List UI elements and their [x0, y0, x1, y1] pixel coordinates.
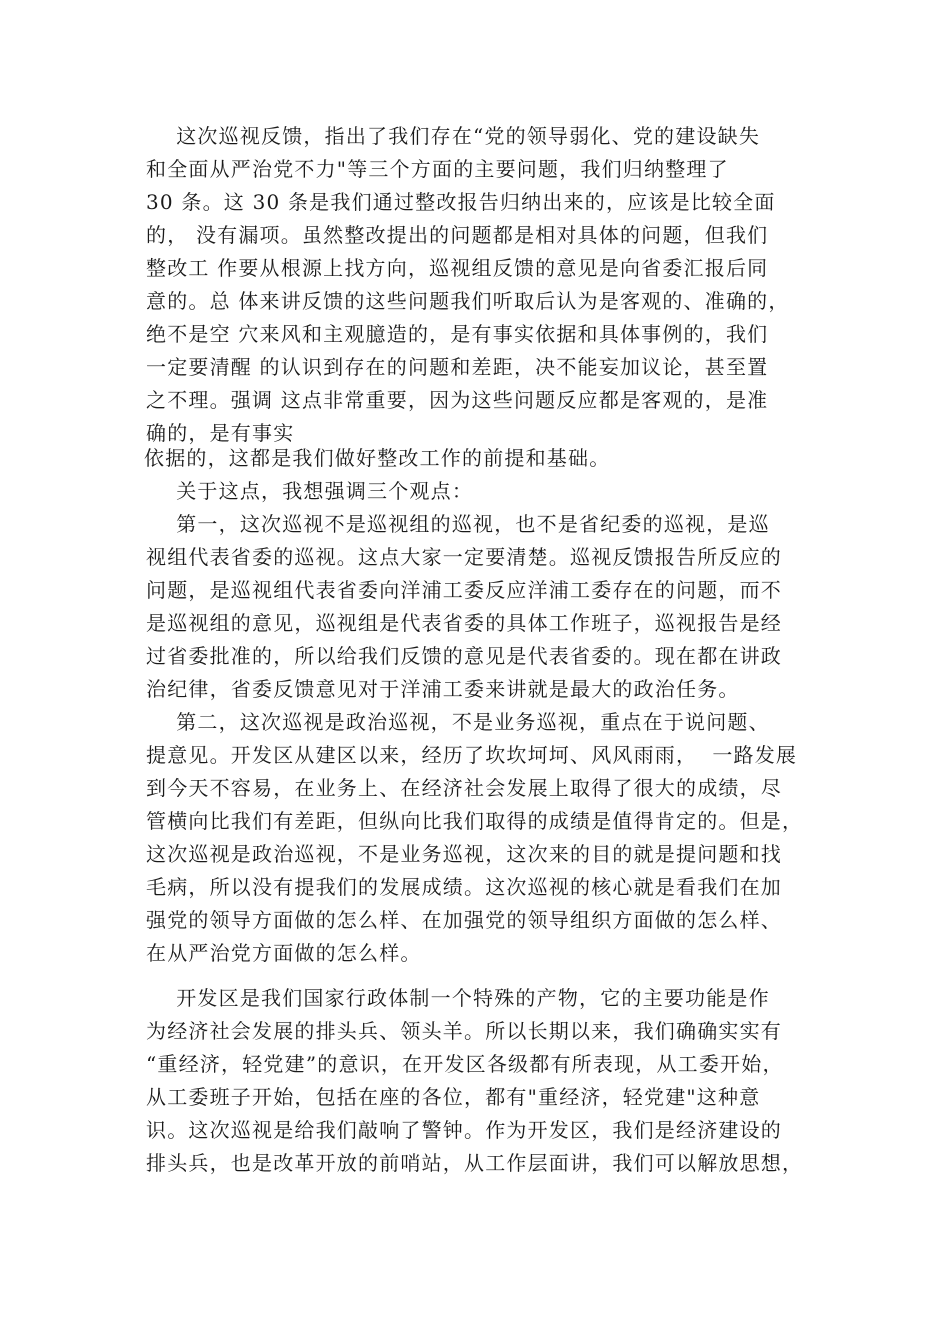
text-line: 到今天不容易，在业务上、在经济社会发展上取得了很大的成绩，尽: [146, 776, 782, 800]
text-line: 第二，这次巡视是政治巡视，不是业务巡视，重点在于说问题、: [146, 710, 770, 734]
text-line: 强党的领导方面做的怎么样、在加强党的领导组织方面做的怎么样、: [146, 908, 782, 932]
text-line: 绝不是空 穴来风和主观臆造的，是有事实依据和具体事例的，我们: [146, 322, 769, 346]
text-line: 排头兵，也是改革开放的前哨站，从工作层面讲，我们可以解放思想，: [146, 1151, 804, 1175]
text-line: 这次巡视是政治巡视，不是业务巡视，这次来的目的就是提问题和找: [146, 842, 782, 866]
text-line: 为经济社会发展的排头兵、领头羊。所以长期以来，我们确确实实有: [146, 1019, 782, 1043]
text-line: 问题，是巡视组代表省委向洋浦工委反应洋浦工委存在的问题，而不: [146, 578, 782, 602]
text-line: 在从严治党方面做的怎么样。: [146, 941, 422, 965]
text-line: 和全面从严治党不力"等三个方面的主要问题，我们归纳整理了: [146, 157, 729, 181]
text-line: 整改工 作要从根源上找方向，巡视组反馈的意见是向省委汇报后同: [146, 256, 769, 280]
text-line: 识。这次巡视是给我们敲响了警钟。作为开发区，我们是经济建设的: [146, 1118, 782, 1142]
text-line: 依据的，这都是我们做好整改工作的前提和基础。: [144, 446, 611, 470]
text-line: 毛病，所以没有提我们的发展成绩。这次巡视的核心就是看我们在加: [146, 875, 782, 899]
text-line: 确的，是有事实: [146, 421, 295, 445]
text-line: 治纪律，省委反馈意见对于洋浦工委来讲就是最大的政治任务。: [146, 677, 740, 701]
text-line: 从工委班子开始，包括在座的各位，都有"重经济，轻党建"这种意: [146, 1085, 761, 1109]
text-line: 管横向比我们有差距，但纵向比我们取得的成绩是值得肯定的。但是，: [146, 809, 804, 833]
text-line: 一定要清醒 的认识到存在的问题和差距，决不能妄加议论，甚至置: [146, 355, 769, 379]
text-line: 是巡视组的意见，巡视组是代表省委的具体工作班子，巡视报告是经: [146, 611, 782, 635]
text-line: 的， 没有漏项。虽然整改提出的问题都是相对具体的问题，但我们: [146, 223, 769, 247]
text-line: 关于这点，我想强调三个观点：: [146, 479, 474, 503]
text-line: 第一，这次巡视不是巡视组的巡视，也不是省纪委的巡视，是巡: [146, 512, 770, 536]
text-line: 提意见。开发区从建区以来，经历了坎坎坷坷、风风雨雨， 一路发展: [146, 743, 798, 767]
text-line: 视组代表省委的巡视。这点大家一定要清楚。巡视反馈报告所反应的: [146, 545, 782, 569]
text-line: 之不理。强调 这点非常重要，因为这些问题反应都是客观的，是准: [146, 388, 769, 412]
text-line: 30 条。这 30 条是我们通过整改报告归纳出来的，应该是比较全面: [146, 190, 776, 214]
text-line: 这次巡视反馈，指出了我们存在“党的领导弱化、党的建设缺失: [146, 124, 761, 148]
text-line: 意的。总 体来讲反馈的这些问题我们听取后认为是客观的、准确的，: [146, 289, 790, 313]
text-line: “重经济，轻党建”的意识，在开发区各级都有所表现，从工委开始，: [146, 1052, 784, 1076]
text-line: 开发区是我们国家行政体制一个特殊的产物，它的主要功能是作: [146, 986, 770, 1010]
text-line: 过省委批准的，所以给我们反馈的意见是代表省委的。现在都在讲政: [146, 644, 782, 668]
